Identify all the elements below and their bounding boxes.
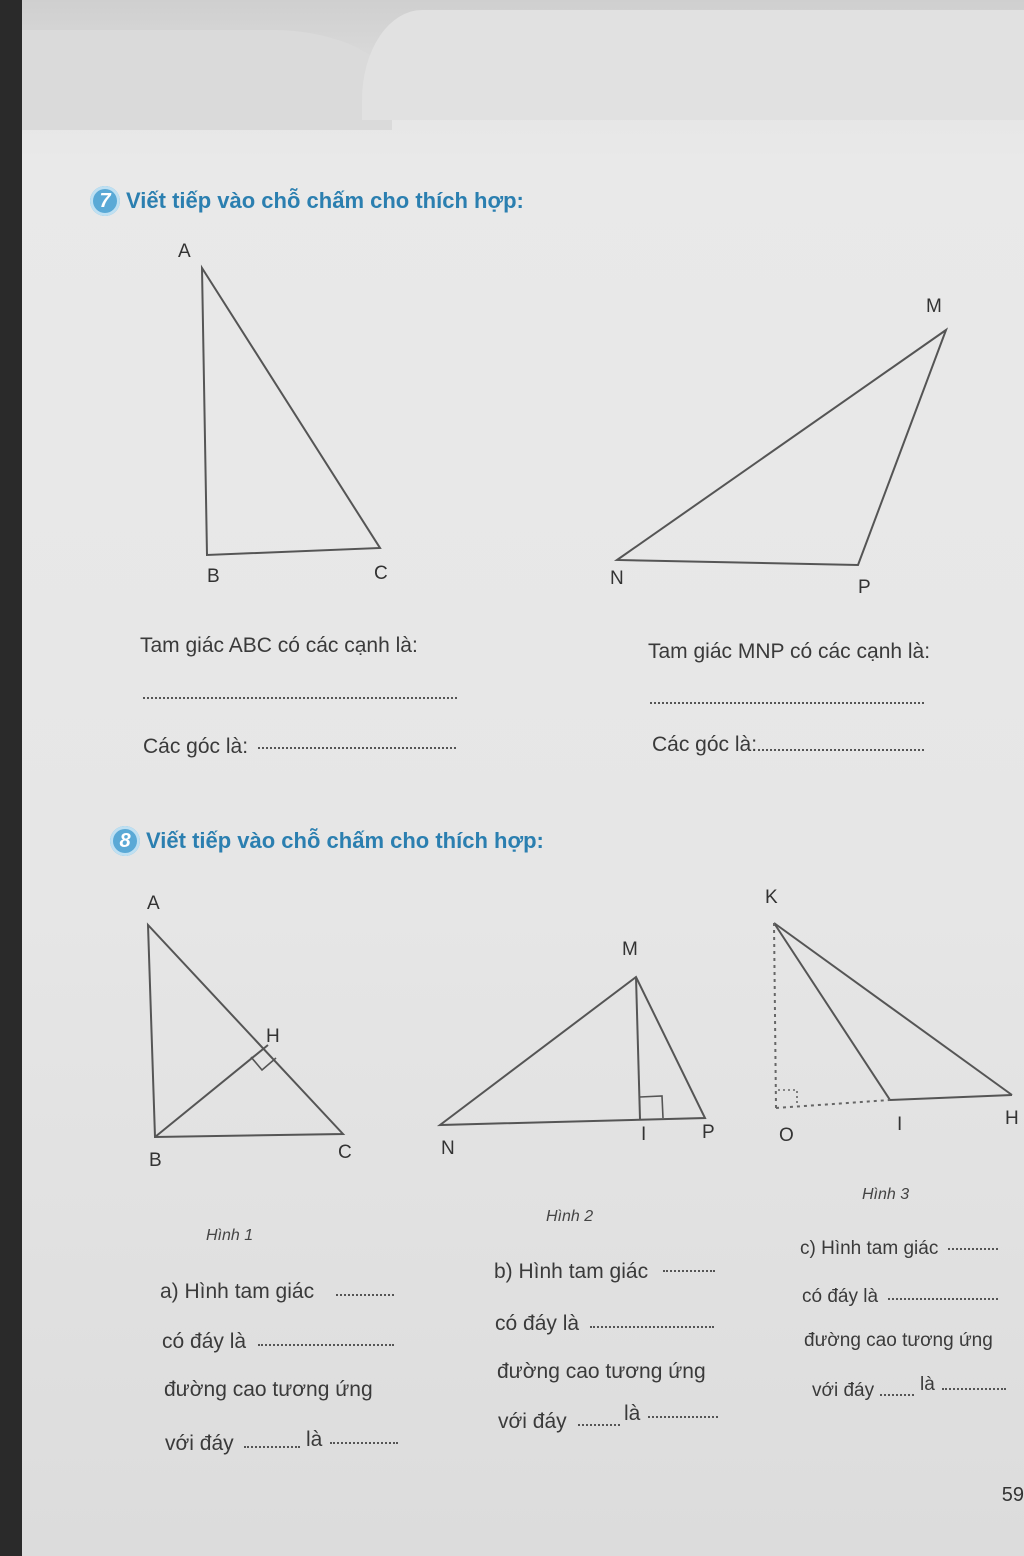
vertex-n: N [610, 568, 624, 589]
part-a-triangle-blank[interactable] [336, 1294, 394, 1296]
fig3-side-kh [774, 923, 1012, 1095]
fig2-vertex-p: P [702, 1122, 715, 1143]
vertex-a: A [178, 241, 191, 262]
exercise-8-heading [110, 826, 544, 856]
vertex-m: M [926, 296, 942, 317]
fig1-vertex-b: B [149, 1150, 162, 1171]
part-b-triangle-blank[interactable] [663, 1270, 715, 1272]
fig1-triangle-abc [148, 925, 343, 1137]
fig3-extension-oi [776, 1100, 890, 1108]
part-a-with-base-blank[interactable] [244, 1446, 300, 1448]
vertex-c: C [374, 563, 388, 584]
fig3-vertex-i: I [897, 1114, 903, 1135]
part-a-base-blank[interactable] [258, 1344, 394, 1346]
part-b-height-text: đường cao tương ứng [497, 1360, 706, 1383]
part-a-base-text: có đáy là [162, 1330, 247, 1353]
fig2-vertex-i: I [641, 1124, 647, 1145]
abc-sides-blank[interactable] [143, 697, 457, 699]
part-b-is-text: là [624, 1402, 641, 1425]
part-c-with-base-blank[interactable] [880, 1394, 914, 1396]
part-a-height-blank[interactable] [330, 1442, 398, 1444]
part-c-with-base-text: với đáy [812, 1380, 875, 1401]
part-b-text: b) Hình tam giác [494, 1260, 649, 1283]
fig3-caption: Hình 3 [862, 1186, 910, 1203]
part-b-with-base-text: với đáy [498, 1410, 567, 1433]
part-c-height-text: đường cao tương ứng [804, 1330, 993, 1351]
fig3-base-ih [890, 1095, 1012, 1100]
fig2-caption: Hình 2 [546, 1208, 594, 1225]
abc-angles-blank[interactable] [258, 747, 456, 749]
abc-sides-text: Tam giác ABC có các cạnh là: [140, 634, 418, 657]
part-c-is-text: là [920, 1374, 935, 1395]
fig2-altitude-mi [636, 977, 640, 1119]
part-a-is-text: là [306, 1428, 323, 1451]
fig3-altitude-ko [774, 923, 776, 1108]
fig3-right-angle-mark [778, 1090, 797, 1106]
part-c-base-text: có đáy là [802, 1286, 879, 1307]
fig1-vertex-c: C [338, 1142, 352, 1163]
fig1-vertex-a: A [147, 893, 160, 914]
fig2-triangle-mnp [440, 977, 705, 1125]
part-b-base-blank[interactable] [590, 1326, 714, 1328]
part-c-text: c) Hình tam giác [800, 1238, 939, 1259]
fig1-altitude-bh [155, 1045, 268, 1137]
exercise-8-title: Viết tiếp vào chỗ chấm cho thích hợp: [146, 828, 544, 853]
exercise-7-badge: 7 [90, 186, 120, 216]
fig2-vertex-n: N [441, 1138, 455, 1159]
fig2-right-angle-mark [640, 1096, 663, 1118]
mnp-angles-text: Các góc là: [652, 733, 758, 756]
exercise-8-badge: 8 [110, 826, 140, 856]
part-b-with-base-blank[interactable] [578, 1424, 620, 1426]
page-number: 59 [1001, 1484, 1024, 1506]
fig1-caption: Hình 1 [206, 1227, 254, 1244]
vertex-p: P [858, 577, 871, 598]
fig2-vertex-m: M [622, 939, 638, 960]
fig3-vertex-o: O [779, 1125, 794, 1146]
part-b-base-text: có đáy là [495, 1312, 580, 1335]
part-c-base-blank[interactable] [888, 1298, 998, 1300]
mnp-sides-text: Tam giác MNP có các cạnh là: [648, 640, 931, 663]
triangle-abc [202, 268, 380, 555]
part-a-with-base-text: với đáy [165, 1432, 234, 1455]
fig1-vertex-h: H [266, 1026, 280, 1047]
part-a-text: a) Hình tam giác [160, 1280, 315, 1303]
abc-angles-text: Các góc là: [143, 735, 249, 758]
fig3-vertex-h: H [1005, 1108, 1019, 1129]
fig3-vertex-k: K [765, 887, 778, 908]
fig3-side-ki [774, 923, 890, 1100]
exercise-7-title: Viết tiếp vào chỗ chấm cho thích hợp: [126, 188, 524, 213]
part-a-height-text: đường cao tương ứng [164, 1378, 373, 1401]
mnp-angles-blank[interactable] [758, 749, 924, 751]
triangle-mnp [617, 330, 946, 565]
part-b-height-blank[interactable] [648, 1416, 718, 1418]
vertex-b: B [207, 566, 220, 587]
part-c-height-blank[interactable] [942, 1388, 1006, 1390]
part-c-triangle-blank[interactable] [948, 1248, 998, 1250]
mnp-sides-blank[interactable] [650, 702, 924, 704]
